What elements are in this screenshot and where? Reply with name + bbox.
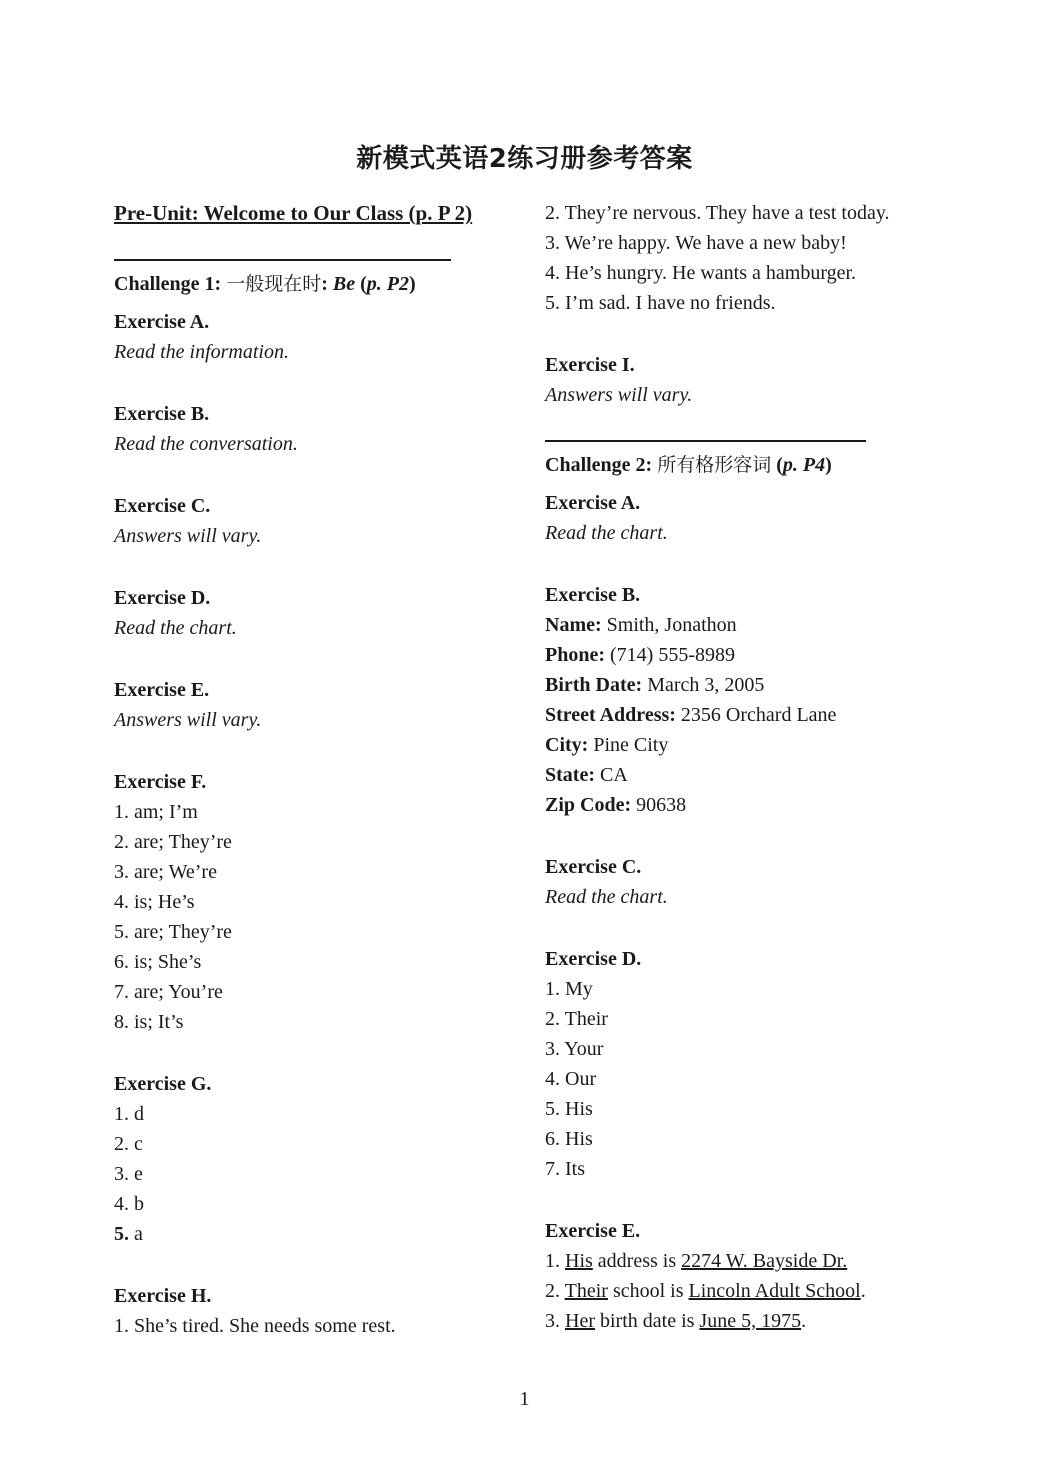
form-field-name: Name: Smith, Jonathon bbox=[545, 614, 737, 636]
answer-item: 7. Its bbox=[545, 1158, 585, 1180]
answer-item: 6. is; She’s bbox=[114, 951, 202, 973]
exercise-i-text: Answers will vary. bbox=[545, 384, 693, 406]
exercise-d-text: Read the chart. bbox=[114, 617, 237, 639]
answer-item: 1. She’s tired. She needs some rest. bbox=[114, 1315, 396, 1337]
answer-item: 7. are; You’re bbox=[114, 981, 223, 1003]
answer-item: 4. Our bbox=[545, 1068, 597, 1090]
form-field-zip: Zip Code: 90638 bbox=[545, 794, 687, 816]
exercise-a-title: Exercise A. bbox=[114, 311, 210, 333]
exercise-f-title: Exercise F. bbox=[114, 771, 207, 793]
answer-item: 3. We’re happy. We have a new baby! bbox=[545, 232, 847, 254]
exercise-d-title: Exercise D. bbox=[545, 948, 642, 970]
answer-item: 5. I’m sad. I have no friends. bbox=[545, 292, 776, 314]
form-field-birth-date: Birth Date: March 3, 2005 bbox=[545, 674, 765, 696]
unit-heading: Pre-Unit: Welcome to Our Class (p. P 2) bbox=[114, 201, 473, 225]
answer-item: 3. are; We’re bbox=[114, 861, 217, 883]
answer-item: 4. is; He’s bbox=[114, 891, 195, 913]
exercise-d-title: Exercise D. bbox=[114, 587, 211, 609]
exercise-i-title: Exercise I. bbox=[545, 354, 635, 376]
answer-item: 8. is; It’s bbox=[114, 1011, 184, 1033]
answer-item: 2. Their school is Lincoln Adult School. bbox=[545, 1280, 866, 1302]
exercise-e-text: Answers will vary. bbox=[114, 709, 262, 731]
answer-item: 5. His bbox=[545, 1098, 593, 1120]
exercise-a-title: Exercise A. bbox=[545, 492, 641, 514]
exercise-c-text: Answers will vary. bbox=[114, 525, 262, 547]
form-field-state: State: CA bbox=[545, 764, 628, 786]
exercise-g-title: Exercise G. bbox=[114, 1073, 212, 1095]
answer-item: 4. b bbox=[114, 1193, 144, 1215]
left-column bbox=[114, 198, 524, 1341]
exercise-e-title: Exercise E. bbox=[114, 679, 210, 701]
answer-item: 2. are; They’re bbox=[114, 831, 232, 853]
challenge-1-heading: Challenge 1: 一般现在时: Be (p. P2) bbox=[114, 273, 416, 295]
answer-item: 2. They’re nervous. They have a test today. bbox=[545, 202, 890, 224]
section-divider bbox=[114, 259, 451, 261]
exercise-b-text: Read the conversation. bbox=[114, 433, 298, 455]
exercise-c-title: Exercise C. bbox=[545, 856, 642, 878]
answer-item: 1. His address is 2274 W. Bayside Dr. bbox=[545, 1250, 848, 1272]
answer-item: 3. Her birth date is June 5, 1975. bbox=[545, 1310, 807, 1332]
section-divider bbox=[545, 440, 866, 442]
exercise-b-title: Exercise B. bbox=[114, 403, 210, 425]
answer-item: 3. e bbox=[114, 1163, 143, 1185]
form-field-street: Street Address: 2356 Orchard Lane bbox=[545, 704, 837, 726]
page-number: 1 bbox=[519, 1388, 530, 1410]
exercise-b-title: Exercise B. bbox=[545, 584, 641, 606]
challenge-2-heading: Challenge 2: 所有格形容词 (p. P4) bbox=[545, 454, 832, 476]
answer-item: 5. are; They’re bbox=[114, 921, 232, 943]
answer-item: 1. My bbox=[545, 978, 593, 1000]
right-column bbox=[545, 198, 965, 1336]
answer-item: 6. His bbox=[545, 1128, 593, 1150]
answer-item: 3. Your bbox=[545, 1038, 604, 1060]
exercise-c-text: Read the chart. bbox=[545, 886, 668, 908]
answer-item: 4. He’s hungry. He wants a hamburger. bbox=[545, 262, 857, 284]
exercise-e-title: Exercise E. bbox=[545, 1220, 641, 1242]
page-title: 新模式英语2练习册参考答案 bbox=[356, 144, 693, 174]
answer-item: 2. c bbox=[114, 1133, 143, 1155]
answer-item: 1. d bbox=[114, 1103, 144, 1125]
exercise-a-text: Read the information. bbox=[114, 341, 289, 363]
form-field-phone: Phone: (714) 555-8989 bbox=[545, 644, 735, 666]
answer-item: 2. Their bbox=[545, 1008, 608, 1030]
form-field-city: City: Pine City bbox=[545, 734, 669, 756]
exercise-h-title: Exercise H. bbox=[114, 1285, 212, 1307]
exercise-a-text: Read the chart. bbox=[545, 522, 668, 544]
exercise-c-title: Exercise C. bbox=[114, 495, 211, 517]
answer-item: 5. a bbox=[114, 1223, 143, 1245]
answer-item: 1. am; I’m bbox=[114, 801, 198, 823]
